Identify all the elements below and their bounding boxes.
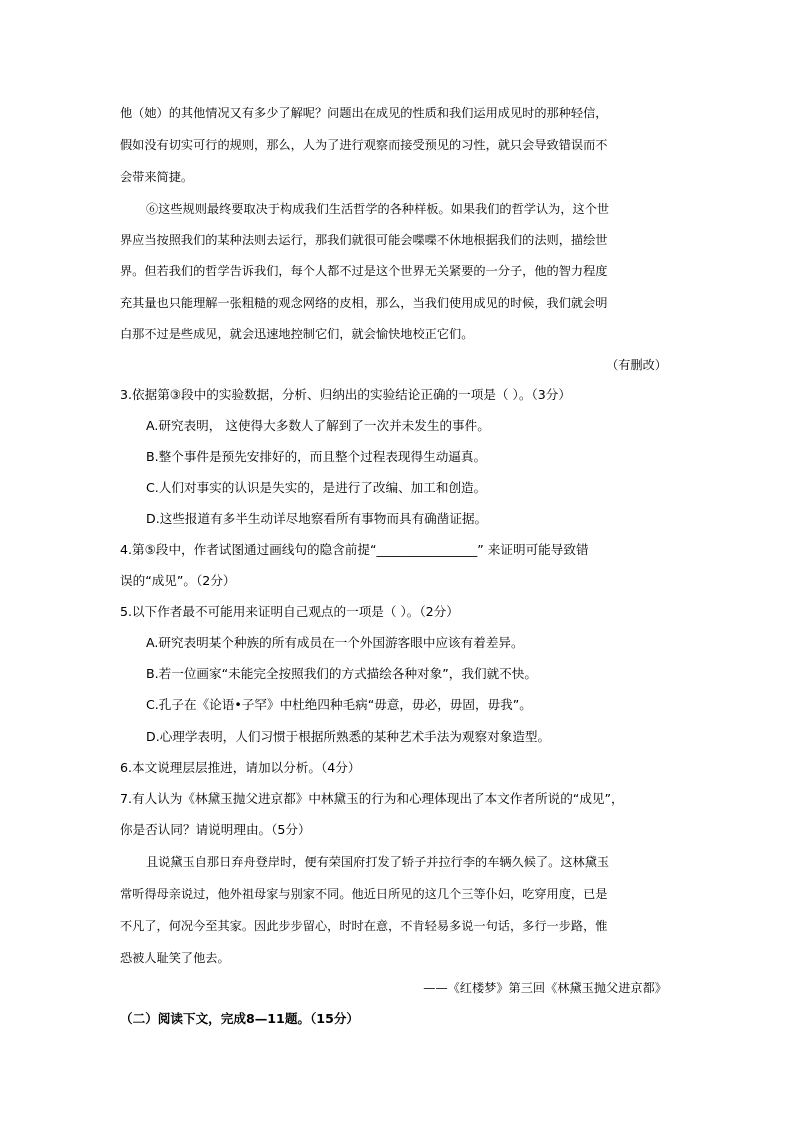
- passage-line: 界。但若我们的哲学告诉我们，每个人都不过是这个世界无关紧要的一分子，他的智力程度: [120, 264, 608, 278]
- question-4-line-2: 误的“成见”。（2分）: [120, 573, 236, 588]
- question-3-stem: 3.依据第③段中的实验数据，分析、归纳出的实验结论正确的一项是（ ）。（3分）: [120, 387, 571, 402]
- question-5-option-d: D.心理学表明，人们习惯于根据所熟悉的某种艺术手法为观察对象造型。: [146, 729, 551, 744]
- passage-line: 白那不过是些成见，就会迅速地控制它们，就会愉快地校正它们。: [120, 327, 474, 341]
- excerpt-line: 且说黛玉自那日弃舟登岸时，便有荣国府打发了轿子并拉行李的车辆久候了。这林黛玉: [146, 855, 610, 869]
- question-7-line-1: 7.有人认为《林黛玉抛父进京都》中林黛玉的行为和心理体现出了本文作者所说的“成见”，: [120, 791, 624, 806]
- excerpt-attribution: ——《红楼梦》第三回《林黛玉抛父进京都》: [423, 981, 667, 995]
- excerpt-line: 常听得母亲说过，他外祖母家与别家不同。他近日所见的这几个三等仆妇，吃穿用度，已是: [120, 887, 608, 901]
- question-6-stem: 6.本文说理层层推进，请加以分析。（4分）: [120, 760, 361, 775]
- question-3-option-d: D.这些报道有多半生动详尽地察看所有事物而具有确凿证据。: [146, 511, 488, 526]
- question-3-option-a: A.研究表明， 这使得大多数人了解到了一次并未发生的事件。: [146, 418, 490, 433]
- passage-line: 假如没有切实可行的规则，那么，人为了进行观察而接受预见的习性，就只会导致错误而不: [120, 138, 608, 152]
- question-5-option-c: C.孔子在《论语•子罕》中杜绝四种毛病“毋意，毋必，毋固，毋我”。: [146, 697, 532, 712]
- excerpt-line: 不凡了，何况今至其家。因此步步留心，时时在意，不肯轻易多说一句话，多行一步路，惟: [120, 919, 608, 933]
- question-3-option-b: B.整个事件是预先安排好的，而且整个过程表现得生动逼真。: [146, 449, 487, 464]
- question-4-line-1: 4.第⑤段中，作者试图通过画线句的隐含前提“________________” 来证明可能导致错: [120, 542, 589, 557]
- excerpt-line: 恐被人耻笑了他去。: [120, 951, 230, 965]
- passage-line: 界应当按照我们的某种法则去运行，那我们就很可能会喋喋不休地根据我们的法则，描绘世: [120, 233, 608, 247]
- section-2-heading: （二）阅读下文，完成8—11题。（15分）: [120, 1011, 360, 1026]
- question-3-option-c: C.人们对事实的认识是失实的，是进行了改编、加工和创造。: [146, 480, 487, 495]
- passage-paragraph-6: ⑥这些规则最终要取决于构成我们生活哲学的各种样板。如果我们的哲学认为，这个世: [146, 202, 610, 216]
- question-5-option-a: A.研究表明某个种族的所有成员在一个外国游客眼中应该有着差异。: [146, 635, 524, 650]
- question-5-option-b: B.若一位画家“未能完全按照我们的方式描绘各种对象”，我们就不快。: [146, 666, 537, 681]
- passage-line: 充其量也只能理解一张粗糙的观念网络的皮相，那么，当我们使用成见的时候，我们就会明: [120, 296, 608, 310]
- question-7-line-2: 你是否认同？请说明理由。（5分）: [120, 822, 311, 837]
- source-note: （有删改）: [606, 358, 667, 372]
- question-5-stem: 5.以下作者最不可能用来证明自己观点的一项是（ ）。（2分）: [120, 604, 459, 619]
- passage-line: 他（她）的其他情况又有多少了解呢？问题出在成见的性质和我们运用成见时的那种轻信，: [120, 106, 608, 120]
- passage-line: 会带来简捷。: [120, 170, 194, 184]
